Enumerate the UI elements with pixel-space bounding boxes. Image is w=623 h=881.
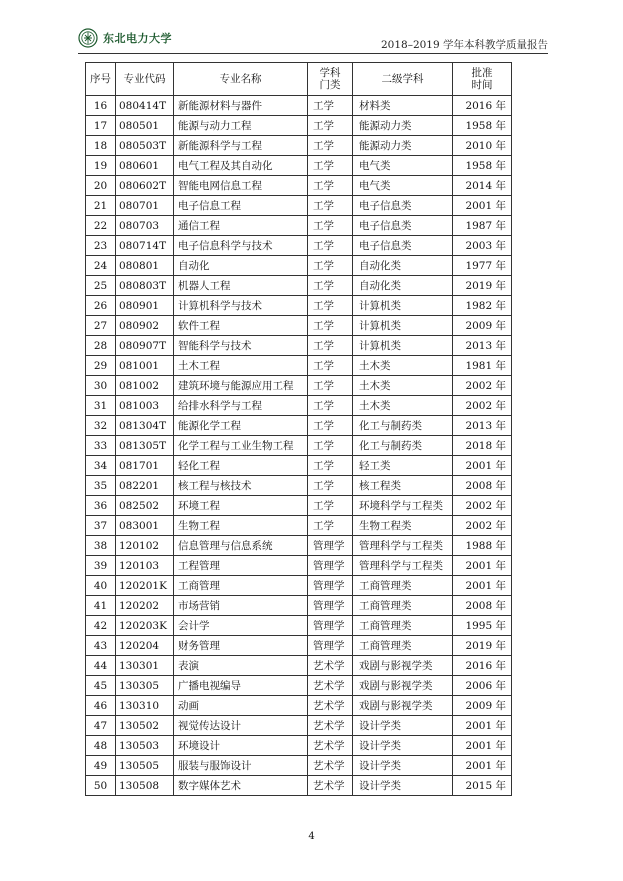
cell-year: 2008 年 <box>453 476 512 496</box>
cell-category: 管理学 <box>308 596 353 616</box>
cell-name: 信息管理与信息系统 <box>174 536 308 556</box>
cell-no: 39 <box>86 556 116 576</box>
cell-no: 44 <box>86 656 116 676</box>
cell-no: 34 <box>86 456 116 476</box>
cell-subject: 土木类 <box>353 376 453 396</box>
cell-no: 21 <box>86 196 116 216</box>
cell-code: 080503T <box>116 136 174 156</box>
cell-subject: 化工与制药类 <box>353 436 453 456</box>
cell-no: 20 <box>86 176 116 196</box>
school-seal-icon <box>78 28 98 48</box>
table-row <box>86 776 512 796</box>
table-row <box>86 656 512 676</box>
cell-year: 2002 年 <box>453 376 512 396</box>
cell-code: 120204 <box>116 636 174 656</box>
cell-subject: 计算机类 <box>353 336 453 356</box>
cell-name: 通信工程 <box>174 216 308 236</box>
cell-code: 080907T <box>116 336 174 356</box>
cell-no: 18 <box>86 136 116 156</box>
table-row <box>86 176 512 196</box>
cell-name: 轻化工程 <box>174 456 308 476</box>
cell-code: 120103 <box>116 556 174 576</box>
cell-code: 080801 <box>116 256 174 276</box>
cell-year: 1982 年 <box>453 296 512 316</box>
cell-category: 艺术学 <box>308 656 353 676</box>
cell-subject: 环境科学与工程类 <box>353 496 453 516</box>
cell-name: 电子信息科学与技术 <box>174 236 308 256</box>
cell-code: 080601 <box>116 156 174 176</box>
cell-category: 工学 <box>308 496 353 516</box>
table-row <box>86 216 512 236</box>
cell-subject: 工商管理类 <box>353 616 453 636</box>
cell-name: 电子信息工程 <box>174 196 308 216</box>
page-number: 4 <box>308 831 315 842</box>
cell-name: 服装与服饰设计 <box>174 756 308 776</box>
cell-no: 43 <box>86 636 116 656</box>
cell-year: 2006 年 <box>453 676 512 696</box>
cell-category: 工学 <box>308 416 353 436</box>
cell-year: 2014 年 <box>453 176 512 196</box>
cell-name: 新能源材料与器件 <box>174 96 308 116</box>
report-title: 2018–2019 学年本科教学质量报告 <box>380 39 548 51</box>
table-row <box>86 236 512 256</box>
cell-no: 47 <box>86 716 116 736</box>
cell-code: 120201K <box>116 576 174 596</box>
cell-year: 2001 年 <box>453 196 512 216</box>
cell-code: 130505 <box>116 756 174 776</box>
cell-category: 艺术学 <box>308 676 353 696</box>
cell-year: 2002 年 <box>453 396 512 416</box>
cell-no: 38 <box>86 536 116 556</box>
cell-subject: 设计学类 <box>353 716 453 736</box>
cell-code: 080501 <box>116 116 174 136</box>
cell-name: 动画 <box>174 696 308 716</box>
cell-category: 工学 <box>308 476 353 496</box>
cell-year: 2001 年 <box>453 736 512 756</box>
cell-name: 广播电视编导 <box>174 676 308 696</box>
header-no: 序号 <box>86 63 116 96</box>
cell-code: 130508 <box>116 776 174 796</box>
cell-no: 42 <box>86 616 116 636</box>
cell-name: 数字媒体艺术 <box>174 776 308 796</box>
cell-code: 130301 <box>116 656 174 676</box>
cell-subject: 自动化类 <box>353 256 453 276</box>
cell-name: 核工程与核技术 <box>174 476 308 496</box>
table-row <box>86 416 512 436</box>
header-category-line1: 学科 <box>319 67 341 79</box>
cell-year: 2018 年 <box>453 436 512 456</box>
cell-category: 工学 <box>308 396 353 416</box>
cell-year: 2015 年 <box>453 776 512 796</box>
cell-code: 081305T <box>116 436 174 456</box>
cell-subject: 自动化类 <box>353 276 453 296</box>
cell-subject: 工商管理类 <box>353 596 453 616</box>
cell-no: 16 <box>86 96 116 116</box>
cell-code: 120202 <box>116 596 174 616</box>
cell-category: 管理学 <box>308 556 353 576</box>
table-row <box>86 496 512 516</box>
cell-no: 33 <box>86 436 116 456</box>
cell-no: 22 <box>86 216 116 236</box>
cell-no: 35 <box>86 476 116 496</box>
cell-name: 工商管理 <box>174 576 308 596</box>
table-row <box>86 136 512 156</box>
cell-category: 艺术学 <box>308 696 353 716</box>
cell-name: 化学工程与工业生物工程 <box>174 436 308 456</box>
cell-no: 32 <box>86 416 116 436</box>
cell-category: 工学 <box>308 196 353 216</box>
cell-category: 管理学 <box>308 576 353 596</box>
cell-code: 120102 <box>116 536 174 556</box>
cell-name: 给排水科学与工程 <box>174 396 308 416</box>
table-row <box>86 476 512 496</box>
table-row <box>86 436 512 456</box>
cell-subject: 工商管理类 <box>353 576 453 596</box>
school-logo <box>78 28 172 48</box>
cell-category: 工学 <box>308 276 353 296</box>
cell-name: 计算机科学与技术 <box>174 296 308 316</box>
cell-code: 130310 <box>116 696 174 716</box>
page-header <box>78 28 548 52</box>
cell-year: 2002 年 <box>453 516 512 536</box>
table-row <box>86 276 512 296</box>
cell-category: 管理学 <box>308 616 353 636</box>
cell-subject: 能源动力类 <box>353 136 453 156</box>
cell-no: 29 <box>86 356 116 376</box>
cell-name: 表演 <box>174 656 308 676</box>
table-body <box>86 96 512 796</box>
school-name: 东北电力大学 <box>103 32 172 45</box>
cell-name: 工程管理 <box>174 556 308 576</box>
cell-subject: 计算机类 <box>353 316 453 336</box>
cell-code: 130502 <box>116 716 174 736</box>
cell-year: 2008 年 <box>453 596 512 616</box>
table-row <box>86 516 512 536</box>
cell-no: 30 <box>86 376 116 396</box>
cell-subject: 工商管理类 <box>353 636 453 656</box>
table-row <box>86 616 512 636</box>
cell-no: 49 <box>86 756 116 776</box>
cell-subject: 电子信息类 <box>353 216 453 236</box>
cell-name: 智能科学与技术 <box>174 336 308 356</box>
cell-code: 083001 <box>116 516 174 536</box>
cell-no: 19 <box>86 156 116 176</box>
cell-name: 土木工程 <box>174 356 308 376</box>
cell-no: 27 <box>86 316 116 336</box>
cell-no: 23 <box>86 236 116 256</box>
cell-code: 080803T <box>116 276 174 296</box>
cell-subject: 核工程类 <box>353 476 453 496</box>
table-row <box>86 396 512 416</box>
cell-year: 2019 年 <box>453 636 512 656</box>
cell-year: 1987 年 <box>453 216 512 236</box>
cell-category: 艺术学 <box>308 756 353 776</box>
cell-no: 24 <box>86 256 116 276</box>
cell-subject: 电气类 <box>353 176 453 196</box>
cell-code: 080714T <box>116 236 174 256</box>
cell-year: 2009 年 <box>453 696 512 716</box>
table-row <box>86 256 512 276</box>
table-row <box>86 596 512 616</box>
cell-subject: 管理科学与工程类 <box>353 556 453 576</box>
cell-subject: 土木类 <box>353 356 453 376</box>
cell-subject: 管理科学与工程类 <box>353 536 453 556</box>
cell-category: 工学 <box>308 296 353 316</box>
cell-subject: 戏剧与影视学类 <box>353 676 453 696</box>
cell-code: 080703 <box>116 216 174 236</box>
cell-year: 1958 年 <box>453 116 512 136</box>
cell-subject: 土木类 <box>353 396 453 416</box>
cell-name: 市场营销 <box>174 596 308 616</box>
cell-subject: 设计学类 <box>353 756 453 776</box>
cell-category: 工学 <box>308 456 353 476</box>
cell-category: 艺术学 <box>308 776 353 796</box>
cell-name: 电气工程及其自动化 <box>174 156 308 176</box>
cell-year: 2013 年 <box>453 336 512 356</box>
cell-year: 2001 年 <box>453 576 512 596</box>
cell-no: 41 <box>86 596 116 616</box>
cell-category: 工学 <box>308 516 353 536</box>
cell-year: 2009 年 <box>453 316 512 336</box>
cell-code: 081002 <box>116 376 174 396</box>
cell-name: 环境设计 <box>174 736 308 756</box>
cell-name: 视觉传达设计 <box>174 716 308 736</box>
table-row <box>86 156 512 176</box>
header-year <box>453 63 512 96</box>
table-row <box>86 736 512 756</box>
cell-name: 软件工程 <box>174 316 308 336</box>
cell-year: 1995 年 <box>453 616 512 636</box>
cell-code: 081003 <box>116 396 174 416</box>
table-row <box>86 116 512 136</box>
cell-year: 2003 年 <box>453 236 512 256</box>
cell-subject: 计算机类 <box>353 296 453 316</box>
cell-year: 1988 年 <box>453 536 512 556</box>
cell-year: 2010 年 <box>453 136 512 156</box>
cell-subject: 化工与制药类 <box>353 416 453 436</box>
cell-category: 管理学 <box>308 536 353 556</box>
cell-code: 081304T <box>116 416 174 436</box>
cell-year: 1981 年 <box>453 356 512 376</box>
header-category-line2: 门类 <box>319 79 341 91</box>
table-row <box>86 716 512 736</box>
cell-code: 080901 <box>116 296 174 316</box>
cell-subject: 戏剧与影视学类 <box>353 656 453 676</box>
table-row <box>86 636 512 656</box>
cell-no: 48 <box>86 736 116 756</box>
cell-subject: 戏剧与影视学类 <box>353 696 453 716</box>
cell-category: 工学 <box>308 356 353 376</box>
cell-subject: 材料类 <box>353 96 453 116</box>
cell-code: 120203K <box>116 616 174 636</box>
cell-category: 工学 <box>308 316 353 336</box>
cell-subject: 能源动力类 <box>353 116 453 136</box>
cell-year: 2001 年 <box>453 556 512 576</box>
header-year-line2: 时间 <box>471 79 493 91</box>
cell-code: 080414T <box>116 96 174 116</box>
cell-code: 082502 <box>116 496 174 516</box>
table-row <box>86 376 512 396</box>
cell-name: 会计学 <box>174 616 308 636</box>
cell-code: 081001 <box>116 356 174 376</box>
table-row <box>86 196 512 216</box>
header-divider <box>78 53 548 54</box>
cell-year: 2001 年 <box>453 456 512 476</box>
cell-no: 17 <box>86 116 116 136</box>
cell-name: 自动化 <box>174 256 308 276</box>
cell-name: 新能源科学与工程 <box>174 136 308 156</box>
table-row <box>86 536 512 556</box>
table-row <box>86 756 512 776</box>
header-category <box>308 63 353 96</box>
cell-no: 31 <box>86 396 116 416</box>
cell-category: 工学 <box>308 156 353 176</box>
cell-category: 工学 <box>308 256 353 276</box>
cell-name: 能源与动力工程 <box>174 116 308 136</box>
table-row <box>86 356 512 376</box>
cell-name: 生物工程 <box>174 516 308 536</box>
cell-code: 082201 <box>116 476 174 496</box>
cell-no: 50 <box>86 776 116 796</box>
cell-category: 艺术学 <box>308 716 353 736</box>
cell-name: 智能电网信息工程 <box>174 176 308 196</box>
cell-name: 机器人工程 <box>174 276 308 296</box>
table-row <box>86 456 512 476</box>
cell-year: 2001 年 <box>453 716 512 736</box>
table-row <box>86 316 512 336</box>
cell-subject: 电气类 <box>353 156 453 176</box>
table-row <box>86 556 512 576</box>
cell-category: 工学 <box>308 236 353 256</box>
cell-year: 2001 年 <box>453 756 512 776</box>
cell-code: 130305 <box>116 676 174 696</box>
cell-category: 工学 <box>308 336 353 356</box>
cell-category: 工学 <box>308 96 353 116</box>
cell-category: 管理学 <box>308 636 353 656</box>
cell-category: 工学 <box>308 136 353 156</box>
cell-no: 25 <box>86 276 116 296</box>
cell-subject: 电子信息类 <box>353 236 453 256</box>
cell-name: 环境工程 <box>174 496 308 516</box>
cell-category: 工学 <box>308 376 353 396</box>
cell-category: 艺术学 <box>308 736 353 756</box>
table-row <box>86 336 512 356</box>
cell-subject: 设计学类 <box>353 776 453 796</box>
cell-category: 工学 <box>308 116 353 136</box>
cell-name: 财务管理 <box>174 636 308 656</box>
cell-name: 能源化学工程 <box>174 416 308 436</box>
cell-subject: 设计学类 <box>353 736 453 756</box>
cell-category: 工学 <box>308 436 353 456</box>
cell-year: 1958 年 <box>453 156 512 176</box>
cell-no: 26 <box>86 296 116 316</box>
cell-code: 080902 <box>116 316 174 336</box>
table-row <box>86 296 512 316</box>
table-row <box>86 576 512 596</box>
cell-no: 40 <box>86 576 116 596</box>
cell-no: 28 <box>86 336 116 356</box>
cell-code: 080701 <box>116 196 174 216</box>
cell-code: 080602T <box>116 176 174 196</box>
table-header-row <box>86 63 512 96</box>
cell-year: 1977 年 <box>453 256 512 276</box>
cell-no: 46 <box>86 696 116 716</box>
cell-year: 2016 年 <box>453 96 512 116</box>
cell-subject: 轻工类 <box>353 456 453 476</box>
cell-year: 2019 年 <box>453 276 512 296</box>
cell-year: 2002 年 <box>453 496 512 516</box>
cell-code: 130503 <box>116 736 174 756</box>
major-table <box>85 62 512 796</box>
cell-no: 36 <box>86 496 116 516</box>
cell-category: 工学 <box>308 216 353 236</box>
cell-code: 081701 <box>116 456 174 476</box>
header-year-line1: 批准 <box>471 67 493 79</box>
cell-year: 2016 年 <box>453 656 512 676</box>
table-row <box>86 676 512 696</box>
header-name: 专业名称 <box>174 63 308 96</box>
cell-name: 建筑环境与能源应用工程 <box>174 376 308 396</box>
cell-no: 45 <box>86 676 116 696</box>
table-row <box>86 696 512 716</box>
cell-year: 2013 年 <box>453 416 512 436</box>
cell-subject: 电子信息类 <box>353 196 453 216</box>
cell-category: 工学 <box>308 176 353 196</box>
header-subject: 二级学科 <box>353 63 453 96</box>
table-row <box>86 96 512 116</box>
cell-subject: 生物工程类 <box>353 516 453 536</box>
cell-no: 37 <box>86 516 116 536</box>
header-code: 专业代码 <box>116 63 174 96</box>
